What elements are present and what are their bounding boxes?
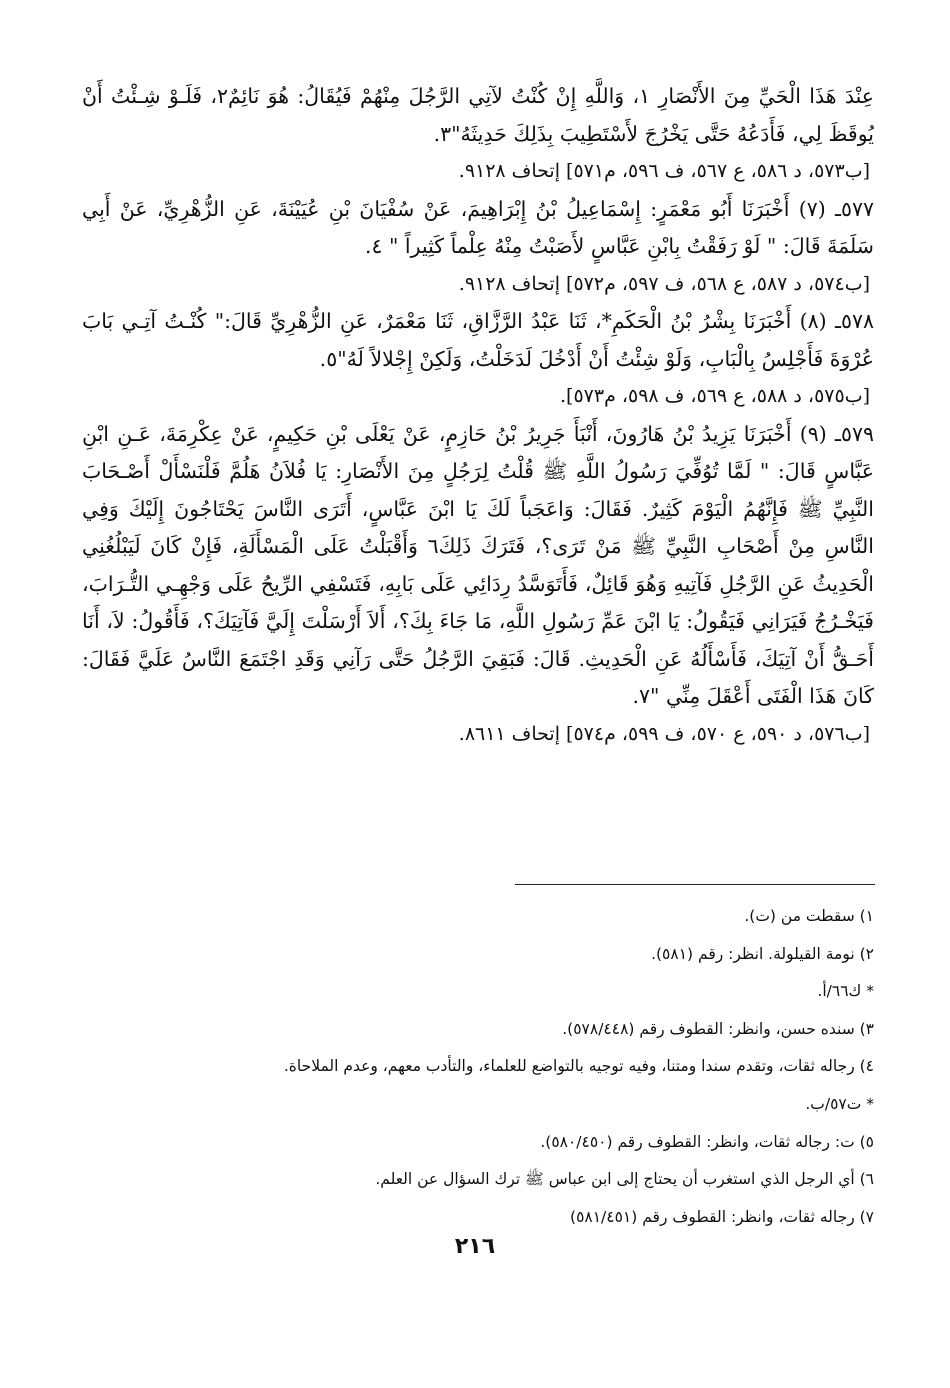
footnote-manuscript-k: * ك٦٦/أ. (817, 982, 874, 1001)
footnote-7: ٧) رجاله ثقات، وانظر: القطوف رقم (٥٨١/٤٥١) (570, 1207, 874, 1226)
reference-line-573: [ب٥٧٣، د ٥٨٦، ع ٥٦٧، ف ٥٩٦، م٥٧١] إتحاف ٩١٢٨. (458, 160, 870, 182)
hadith-577: ٥٧٧ـ (٧) أَخْبَرَنَا أَبُو مَعْمَرٍ: إِسْمَاعِيلُ بْنُ إِبْرَاهِيمَ، عَنْ سُفْيَانَ بْنِ عُيَيْنَةَ، عَنِ الزُّهْرِيِّ، عَنْ أَبِي سَلَمَةَ قَالَ: " لَوْ رَفَقْتُ بِابْنِ عَبَّاسٍ لأَصَبْتُ مِنْهُ عِلْماً كَثِيراً " ٤. (82, 196, 875, 258)
page-number: ٢١٦ (454, 1234, 496, 1259)
paragraph-continuation: عِنْدَ هَذَا الْحَيِّ مِنَ الأَنْصَارِ ١، وَاللَّهِ إِنْ كُنْتُ لآتِي الرَّجُلَ مِنْهُمْ فَيُقَالُ: هُوَ نَائِمٌ٢، فَلَـوْ شِـئْتُ أَنْ يُوقَظَ لِي، فَأَدَعُهُ حَتَّى يَخْرُجَ لأَسْتَطِيبَ بِذَلِكَ حَدِيثَهُ"٣. (82, 84, 875, 146)
footnote-1: ١) سقطت من (ت). (744, 907, 874, 925)
footnote-6: ٦) أي الرجل الذي استغرب أن يحتاج إلى ابن عباس ﷺ ترك السؤال عن العلم. (375, 1170, 874, 1189)
footnote-divider (515, 884, 875, 885)
footnote-2: ٢) نومة القيلولة. انظر: رقم (٥٨١). (651, 944, 874, 963)
footnote-3: ٣) سنده حسن، وانظر: القطوف رقم (٥٧٨/٤٤٨). (562, 1019, 874, 1038)
footnote-4: ٤) رجاله ثقات، وتقدم سندا ومتنا، وفيه توجيه بالتواضع للعلماء، والتأدب معهم، وعدم الملاحاة. (283, 1057, 874, 1076)
hadith-579: ٥٧٩ـ (٩) أَخْبَرَنَا يَزِيدُ بْنُ هَارُونَ، أَنْبَأَ جَرِيرُ بْنُ حَازِمٍ، عَنْ يَعْلَى بْنِ حَكِيمٍ، عَنْ عِكْرِمَةَ، عَـنِ ابْنِ عَبَّاسٍ قَالَ: " لَمَّا تُوُفِّيَ رَسُولُ اللَّهِ ﷺ قُلْتُ لِرَجُلٍ مِنَ الأَنْصَارِ: يَا فُلاَنُ هَلُمَّ فَلْنَسْأَلْ أَصْـحَابَ النَّبِيِّ ﷺ فَإِنَّهُمُ الْيَوْمَ كَثِيرٌ. فَقَالَ: وَاعَجَباً لَكَ يَا ابْنَ عَبَّاسٍ، أَتَرَى النَّاسَ يَحْتَاجُونَ إِلَيْكَ وَفِي النَّاسِ مِنْ أَصْحَابِ النَّبِيِّ ﷺ مَنْ تَرَى؟، فَتَرَكَ ذَلِكَ٦ وَأَقْبَلْتُ عَلَى الْمَسْأَلَةِ، فَإِنْ كَانَ لَيَبْلُغُنِي الْحَدِيثُ عَنِ الرَّجُلِ فَآتِيهِ وَهُوَ قَائِلٌ، فَأَتَوَسَّدُ رِدَائِي عَلَى بَابِهِ، فَتَسْفِي الرِّيحُ عَلَى وَجْهِـي التُّـرَابَ، فَيَخْـرُجُ فَيَرَانِي فَيَقُولُ: يَا ابْنَ عَمِّ رَسُولِ اللَّهِ، مَا جَاءَ بِكَ؟، أَلاَ أَرْسَلْتَ إِلَيَّ فَآتِيَكَ؟، فَأَقُولُ: لاَ، أَنَا أَحَـقُّ أَنْ آتِيَكَ، فَأَسْأَلُهُ عَنِ الْحَدِيثِ. قَالَ: فَبَقِيَ الرَّجُلُ حَتَّى رَآنِي وَقَدِ اجْتَمَعَ النَّاسُ عَلَيَّ فَقَالَ: كَانَ هَذَا الْفَتَى أَعْقَلَ مِنِّي "٧. (82, 421, 874, 708)
reference-line-576: [ب٥٧٦، د ٥٩٠، ع ٥٧٠، ف ٥٩٩، م٥٧٤] إتحاف ٨٦١١. (458, 722, 870, 745)
reference-line-574: [ب٥٧٤، د ٥٨٧، ع ٥٦٨، ف ٥٩٧، م٥٧٢] إتحاف ٩١٢٨. (458, 272, 870, 295)
reference-line-575: [ب٥٧٥، د ٥٨٨، ع ٥٦٩، ف ٥٩٨، م٥٧٣]. (560, 385, 870, 407)
footnote-manuscript-t: * ت٥٧/ب. (805, 1094, 874, 1113)
hadith-578: ٥٧٨ـ (٨) أَخْبَرَنَا بِشْرُ بْنُ الْحَكَمِ*، ثَنَا عَبْدُ الرَّزَّاقِ، ثَنَا مَعْمَرٌ، عَنِ الزُّهْرِيِّ قَالَ:" كُنْـتُ آتِـي بَابَ عُرْوَةَ فَأَجْلِسُ بِالْبَابِ، وَلَوْ شِئْتُ أَنْ أَدْخُلَ لَدَخَلْتُ، وَلَكِنْ إِجْلالاً لَهُ"٥. (82, 309, 874, 371)
footnote-5: ٥) ت: رجاله ثقات، وانظر: القطوف رقم (٥٨٠/٤٥٠). (540, 1132, 874, 1151)
main-text (82, 78, 874, 753)
footnotes (120, 898, 874, 1236)
